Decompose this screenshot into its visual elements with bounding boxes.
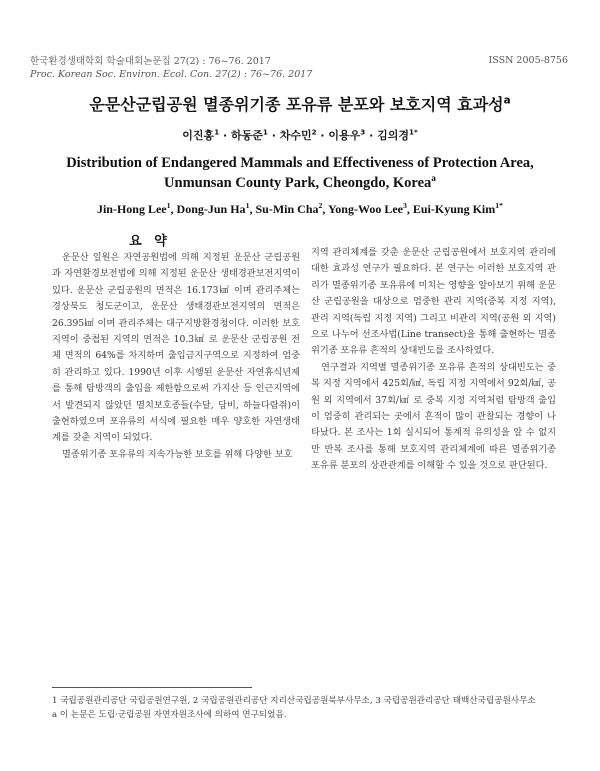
abstract-heading: 요 약 bbox=[129, 234, 171, 249]
author-ko: 김의경 bbox=[377, 129, 409, 142]
author-en: Eui-Kyung Kim bbox=[412, 202, 496, 216]
author-separator: , bbox=[170, 202, 177, 216]
footnote-divider bbox=[52, 687, 252, 688]
author-en-affil: 1 bbox=[245, 201, 250, 210]
footnote-funding: a 이 논문은 도립·군립공원 자연자원조사에 의하여 연구되었음. bbox=[52, 710, 287, 720]
author-separator: · bbox=[267, 129, 280, 142]
author-ko: 차수민 bbox=[279, 129, 312, 142]
journal-header-korean: 한국환경생태학회 학술대회논문집 27(2) : 76~76. 2017 bbox=[30, 56, 271, 67]
paper-title-korean bbox=[0, 92, 600, 115]
author-en: Dong-Jun Ha bbox=[176, 202, 246, 216]
authors-korean bbox=[0, 127, 600, 143]
author-en-affil: 3 bbox=[402, 201, 407, 210]
author-en: Su-Min Cha bbox=[255, 202, 319, 216]
author-ko-affil: 1 bbox=[262, 127, 268, 137]
authors-english bbox=[0, 202, 600, 217]
title-en-sup: a bbox=[431, 174, 436, 185]
abstract-paragraph: 운문산 일원은 자연공원법에 의해 지정된 운문산 군립공원과 자연환경보전법에 의해 지정된 운문산 생태경관보전지역이 있다. 운문산 군립공원의 면적은 16.173㎢ 이며 관리주체는 경상북도 청도군이고, 운문산 생태경관보전지역의 면적은 26.395㎢ 이며 관리주체는 대구지방환경청이다. 이러한 보호지역이 중첩된 지역의 면적은 10.3㎢ 로 운문산 군립공원 전체 면적의 64%를 차지하며 출입금지구역으로 지정하여 엄중히 관리하고 있다. 1990년 이후 시행된 운문산 자연휴식년제를 통해 탐방객의 출입을 제한함으로써 가지산 등 인근지역에서 발견되지 않았던 멸치보호종들(수달, 담비, 하늘다람쥐)이 출현하였으며 포유류의 서식에 필요한 매우 양호한 자연생태계를 갖춘 지역이 되었다. bbox=[52, 252, 300, 444]
author-en: Yong-Woo Lee bbox=[327, 202, 403, 216]
author-separator: , bbox=[249, 202, 256, 216]
abstract-left-column bbox=[52, 250, 300, 463]
author-en-affil: 2 bbox=[318, 201, 323, 210]
author-ko: 이진홍 bbox=[182, 129, 215, 142]
abstract-paragraph: 연구결과 지역별 멸종위기종 포유류 흔적의 상대빈도는 중복 지정 지역에서 425회/㎢, 독립 지정 지역에서 92회/㎢, 공원 외 지역에서 37회/㎢ 로 중복 지정 지역처럼 탐방객 출입이 엄중히 관리되는 곳에서 흔적이 많이 관찰되는 경향이 나타났다. 본 조사는 1회 실시되어 통계적 유의성을 알 수 없지만 반복 조사를 통해 보호지역 관리체계에 따른 멸종위기종 포유류 분포의 상관관계를 이해할 수 있을 것으로 판단된다. bbox=[311, 361, 556, 472]
paper-title-english-line1: Distribution of Endangered Mammals and Effectiveness of Protection Area, bbox=[66, 155, 534, 171]
author-ko-affil: 1 bbox=[214, 127, 220, 137]
title-en-text: Unmunsan County Park, Cheongdo, Korea bbox=[164, 175, 432, 191]
author-ko: 이용우 bbox=[328, 129, 361, 142]
abstract-paragraph: 지역 관리체계를 갖춘 운문산 군립공원에서 보호지역 관리에 대한 효과성 연구가 필요하다. 본 연구는 이러한 보호지역 관리가 멸종위기종 포유류에 미치는 영향을 알아보기 위해 운문산 군립공원을 대상으로 엄중한 관리 지역(중복 지정 지역), 관리 지역(독립 지정 지역) 그리고 비관리 지역(공원 외 지역)으로 나누어 선조사법(Line transect)을 통해 출현하는 멸종위기종 포유류 흔적의 상대빈도를 조사하였다. bbox=[311, 247, 556, 357]
title-ko-text: 운문산군립공원 멸종위기종 포유류 분포와 보호지역 효과성 bbox=[89, 95, 504, 114]
paper-title-english-line2 bbox=[0, 175, 600, 192]
author-en-affil: 1 bbox=[166, 201, 171, 210]
author-en-affil: 1* bbox=[495, 201, 504, 210]
author-ko: 하동준 bbox=[231, 129, 263, 142]
author-separator: , bbox=[322, 202, 328, 216]
author-separator: , bbox=[406, 202, 413, 216]
author-ko-affil: 2 bbox=[311, 127, 317, 137]
journal-header-english: Proc. Korean Soc. Environ. Ecol. Con. 27(2) : 76~76. 2017 bbox=[30, 69, 313, 80]
author-ko-affil: 3 bbox=[360, 127, 366, 137]
author-en: Jin-Hong Lee bbox=[96, 202, 167, 216]
title-ko-sup: a bbox=[503, 94, 511, 107]
abstract-paragraph: 멸종위기종 포유류의 지속가능한 보호를 위해 다양한 보호 bbox=[62, 448, 293, 460]
issn-label: ISSN 2005-8756 bbox=[488, 55, 568, 66]
abstract-right-column bbox=[311, 245, 556, 475]
author-ko-affil: 1* bbox=[409, 127, 418, 137]
footnote-affiliations: 1 국립공원관리공단 국립공원연구원, 2 국립공원관리공단 지리산국립공원북부사무소, 3 국립공원관리공단 태백산국립공원사무소 bbox=[52, 696, 536, 706]
author-separator: · bbox=[219, 129, 231, 142]
author-separator: · bbox=[365, 129, 378, 142]
author-separator: · bbox=[316, 129, 329, 142]
